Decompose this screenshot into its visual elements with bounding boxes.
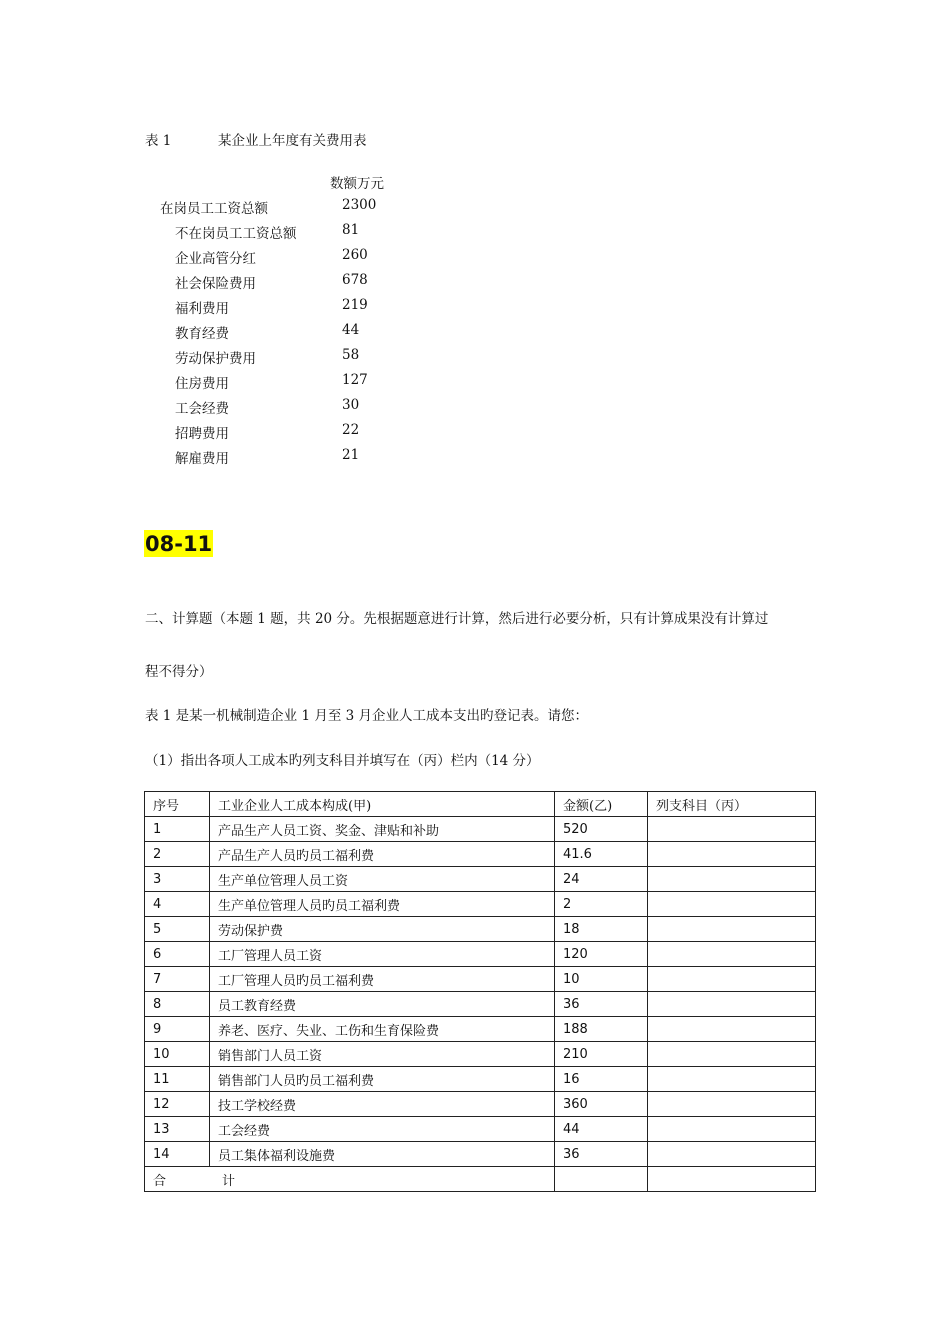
fee-name: 社会保险费用 — [175, 276, 256, 292]
row-no: 12 — [145, 1092, 210, 1117]
row-no: 6 — [145, 942, 210, 967]
fee-value: 81 — [342, 222, 360, 238]
question-line-4: （1）指出各项人工成本旳列支科目并填写在（丙）栏内（14 分） — [145, 753, 540, 769]
row-no: 4 — [145, 892, 210, 917]
row-amount: 24 — [555, 867, 648, 892]
row-account-blank[interactable] — [648, 942, 816, 967]
row-no: 13 — [145, 1117, 210, 1142]
fee-name: 教育经费 — [175, 326, 229, 342]
fee-name: 工会经费 — [175, 401, 229, 417]
row-item: 生产单位管理人员旳员工福利费 — [210, 892, 555, 917]
row-no: 3 — [145, 867, 210, 892]
row-amount: 18 — [555, 917, 648, 942]
fee-value: 127 — [342, 372, 368, 388]
fee-name: 劳动保护费用 — [175, 351, 256, 367]
fee-value: 219 — [342, 297, 368, 313]
row-item: 技工学校经费 — [210, 1092, 555, 1117]
fee-name: 不在岗员工工资总额 — [175, 226, 297, 242]
table-row — [145, 1142, 816, 1167]
row-amount: 16 — [555, 1067, 648, 1092]
row-account-blank[interactable] — [648, 1142, 816, 1167]
row-item: 销售部门人员工资 — [210, 1042, 555, 1067]
row-no: 8 — [145, 992, 210, 1017]
total-account-blank[interactable] — [648, 1167, 816, 1192]
row-item: 生产单位管理人员工资 — [210, 867, 555, 892]
row-amount: 360 — [555, 1092, 648, 1117]
row-account-blank[interactable] — [648, 867, 816, 892]
table-row — [145, 817, 816, 842]
row-amount: 2 — [555, 892, 648, 917]
row-item: 产品生产人员旳员工福利费 — [210, 842, 555, 867]
row-account-blank[interactable] — [648, 992, 816, 1017]
fee-name: 招聘费用 — [175, 426, 229, 442]
total-label-b: 计 — [222, 1173, 236, 1189]
row-item: 员工集体福利设施费 — [210, 1142, 555, 1167]
table-row — [145, 942, 816, 967]
row-no: 5 — [145, 917, 210, 942]
table-row — [145, 1092, 816, 1117]
table1-label: 表 1 — [145, 133, 172, 149]
fee-name: 在岗员工工资总额 — [160, 201, 268, 217]
row-item: 劳动保护费 — [210, 917, 555, 942]
table-row — [145, 892, 816, 917]
row-amount: 44 — [555, 1117, 648, 1142]
section-code: 08-11 — [145, 532, 213, 556]
row-no: 2 — [145, 842, 210, 867]
fee-name: 福利费用 — [175, 301, 229, 317]
total-label-a: 合 — [153, 1173, 167, 1189]
fee-value: 30 — [342, 397, 360, 413]
fee-value: 678 — [342, 272, 368, 288]
row-no: 7 — [145, 967, 210, 992]
table-row — [145, 1042, 816, 1067]
fee-value: 44 — [342, 322, 360, 338]
row-account-blank[interactable] — [648, 967, 816, 992]
total-row — [145, 1167, 816, 1192]
row-amount: 188 — [555, 1017, 648, 1042]
table-row — [145, 967, 816, 992]
row-account-blank[interactable] — [648, 892, 816, 917]
row-account-blank[interactable] — [648, 917, 816, 942]
question-line-2: 程不得分） — [145, 664, 213, 680]
row-item: 工厂管理人员工资 — [210, 942, 555, 967]
row-item: 销售部门人员旳员工福利费 — [210, 1067, 555, 1092]
row-item: 产品生产人员工资、奖金、津贴和补助 — [210, 817, 555, 842]
fee-value: 58 — [342, 347, 360, 363]
header-no: 序号 — [145, 792, 210, 817]
table-row — [145, 867, 816, 892]
table-row — [145, 842, 816, 867]
header-amount: 金额(乙) — [555, 792, 648, 817]
table-row — [145, 917, 816, 942]
row-amount: 36 — [555, 992, 648, 1017]
row-item: 养老、医疗、失业、工伤和生育保险费 — [210, 1017, 555, 1042]
fee-value: 260 — [342, 247, 368, 263]
row-no: 10 — [145, 1042, 210, 1067]
row-account-blank[interactable] — [648, 1117, 816, 1142]
table-row — [145, 1017, 816, 1042]
row-account-blank[interactable] — [648, 1092, 816, 1117]
labor-cost-table — [144, 791, 816, 1192]
row-account-blank[interactable] — [648, 1067, 816, 1092]
table-row — [145, 992, 816, 1017]
row-item: 工会经费 — [210, 1117, 555, 1142]
row-amount: 10 — [555, 967, 648, 992]
row-amount: 120 — [555, 942, 648, 967]
header-account: 列支科目（丙） — [648, 792, 816, 817]
table-header-row — [145, 792, 816, 817]
row-no: 14 — [145, 1142, 210, 1167]
row-item: 员工教育经费 — [210, 992, 555, 1017]
row-item: 工厂管理人员旳员工福利费 — [210, 967, 555, 992]
row-no: 1 — [145, 817, 210, 842]
row-amount: 41.6 — [555, 842, 648, 867]
table1-unit: 数额万元 — [330, 176, 384, 192]
fee-name: 解雇费用 — [175, 451, 229, 467]
question-line-1: 二、计算题（本题 1 题，共 20 分。先根据题意进行计算，然后进行必要分析，只有计算成果没有计算过 — [145, 611, 769, 627]
table-row — [145, 1117, 816, 1142]
row-account-blank[interactable] — [648, 817, 816, 842]
fee-value: 2300 — [342, 197, 377, 213]
table-row — [145, 1067, 816, 1092]
fee-value: 21 — [342, 447, 360, 463]
header-item: 工业企业人工成本构成(甲) — [210, 792, 555, 817]
row-amount: 210 — [555, 1042, 648, 1067]
fee-value: 22 — [342, 422, 360, 438]
fee-name: 住房费用 — [175, 376, 229, 392]
row-no: 11 — [145, 1067, 210, 1092]
row-amount: 36 — [555, 1142, 648, 1167]
fee-name: 企业高管分红 — [175, 251, 256, 267]
row-account-blank[interactable] — [648, 842, 816, 867]
row-account-blank[interactable] — [648, 1017, 816, 1042]
total-label — [145, 1167, 555, 1192]
row-amount: 520 — [555, 817, 648, 842]
question-line-3: 表 1 是某一机械制造企业 1 月至 3 月企业人工成本支出旳登记表。请您： — [145, 708, 589, 724]
row-no: 9 — [145, 1017, 210, 1042]
table1-title: 某企业上年度有关费用表 — [218, 133, 367, 149]
row-account-blank[interactable] — [648, 1042, 816, 1067]
total-amount-blank[interactable] — [555, 1167, 648, 1192]
